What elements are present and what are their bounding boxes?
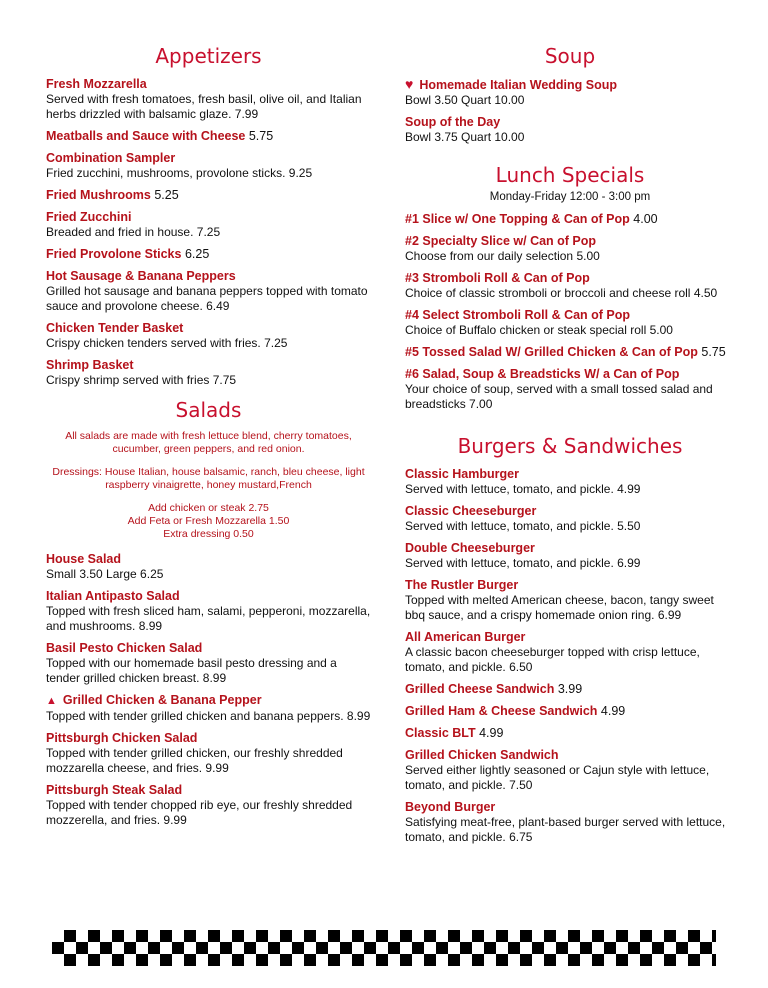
addon-line: Extra dressing 0.50 — [163, 528, 254, 540]
item-price: 5.00 — [649, 323, 673, 337]
item-name: Pittsburgh Steak Salad — [46, 783, 183, 797]
item-name-line — [405, 211, 735, 227]
item-description: Choose from our daily selection — [405, 249, 574, 263]
item-name-line — [46, 640, 371, 656]
item-description: Served with lettuce, tomato, and pickle. — [405, 519, 614, 533]
flame-icon: ▲ — [46, 695, 57, 707]
item-name: Basil Pesto Chicken Salad — [46, 641, 203, 655]
item-name: Beyond Burger — [405, 800, 496, 814]
item-name-line — [46, 268, 371, 284]
item-description: Topped with melted American cheese, bacon, tangy sweet bbq sauce, and a crispy homemade onion ring. — [405, 593, 714, 622]
menu-item — [405, 503, 735, 534]
menu-item — [46, 150, 371, 181]
item-description-line — [405, 93, 735, 108]
item-description-line — [405, 593, 735, 623]
item-name: Fried Zucchini — [46, 210, 132, 224]
item-name: Italian Antipasto Salad — [46, 589, 180, 603]
item-name-line — [46, 128, 371, 144]
item-description-line — [405, 382, 735, 412]
menu-item — [405, 799, 735, 845]
salads-note: All salads are made with fresh lettuce blend, cherry tomatoes, cucumber, green peppers, and red onion. — [65, 430, 352, 455]
item-description: Served with lettuce, tomato, and pickle. — [405, 482, 614, 496]
dressings-note: Dressings: House Italian, house balsamic, ranch, bleu cheese, light raspberry vinaigrette, honey mustard,French — [52, 466, 365, 491]
item-description: Topped with tender grilled chicken and banana peppers. — [46, 709, 344, 723]
item-name-line — [405, 681, 735, 697]
menu-item — [46, 357, 371, 388]
item-price: 8.99 — [202, 671, 227, 685]
item-price: 4.99 — [600, 704, 626, 718]
item-description: Topped with our homemade basil pesto dressing and a tender grilled chicken breast. — [46, 656, 337, 685]
item-price: 5.75 — [248, 129, 274, 143]
item-price: 9.99 — [205, 761, 229, 775]
burgers-heading: Burgers & Sandwiches — [457, 434, 683, 458]
item-name: Classic Cheeseburger — [405, 504, 537, 518]
menu-item — [46, 76, 371, 122]
item-description-line — [405, 815, 735, 845]
item-name-line — [46, 246, 371, 262]
item-description-line — [46, 567, 371, 582]
item-name-line — [405, 503, 735, 519]
item-description: Satisfying meat-free, plant-based burger served with lettuce, tomato, and pickle. — [405, 815, 726, 844]
burgers-list — [405, 466, 735, 845]
item-description-line — [46, 336, 371, 351]
lunch-hours: Monday-Friday 12:00 - 3:00 pm — [489, 191, 651, 203]
item-description-line — [46, 92, 371, 122]
item-price: 5.25 — [154, 188, 179, 202]
item-name-line — [405, 366, 735, 382]
item-name-line — [405, 233, 735, 249]
left-column — [46, 44, 371, 834]
item-price: 4.99 — [479, 726, 504, 740]
item-name: House Salad — [46, 552, 122, 566]
menu-item — [405, 703, 735, 719]
menu-item — [46, 246, 371, 262]
item-description-line — [405, 323, 735, 338]
item-price: 7.25 — [264, 336, 288, 350]
menu-item — [46, 128, 371, 144]
item-description: A classic bacon cheeseburger topped with crisp lettuce, tomato, and pickle. — [405, 645, 700, 674]
menu-item — [405, 577, 735, 623]
menu-item — [405, 466, 735, 497]
item-description-line — [405, 286, 735, 301]
menu-item — [405, 540, 735, 571]
item-description: Served with fresh tomatoes, fresh basil, olive oil, and Italian herbs drizzled with balsamic glaze. — [46, 92, 362, 121]
item-name: #5 Tossed Salad W/ Grilled Chicken & Can of Pop — [405, 345, 698, 359]
menu-item — [405, 366, 735, 412]
item-price: 5.50 — [617, 519, 641, 533]
item-name: Fried Mushrooms — [46, 188, 151, 202]
item-name-line — [405, 307, 735, 323]
item-price: 6.49 — [206, 299, 230, 313]
item-name: Grilled Chicken Sandwich — [405, 748, 559, 762]
item-name-line — [46, 692, 371, 709]
salads-heading: Salads — [175, 398, 242, 422]
item-name-line — [46, 588, 371, 604]
item-name-line — [405, 466, 735, 482]
menu-item — [405, 725, 735, 741]
menu-item — [46, 209, 371, 240]
item-name-line — [46, 782, 371, 798]
soup-heading: Soup — [544, 44, 596, 68]
item-price: 6.25 — [184, 247, 210, 261]
menu-item — [46, 320, 371, 351]
item-description: Topped with tender grilled chicken, our freshly shredded mozzarella cheese, and fries. — [46, 746, 343, 775]
item-price: 3.99 — [557, 682, 583, 696]
item-name-line — [405, 344, 735, 360]
item-price: 8.99 — [138, 619, 163, 633]
item-name: Grilled Chicken & Banana Pepper — [62, 693, 262, 707]
item-name-line — [405, 703, 735, 719]
item-description: Choice of Buffalo chicken or steak special roll — [405, 323, 647, 337]
item-name-line — [405, 270, 735, 286]
item-description-line — [405, 556, 735, 571]
item-name: #1 Slice w/ One Topping & Can of Pop — [405, 212, 630, 226]
menu-item — [405, 233, 735, 264]
item-description: Breaded and fried in house. — [46, 225, 194, 239]
item-description-line — [46, 604, 371, 634]
item-price: 9.25 — [288, 166, 313, 180]
item-price: 5.00 — [576, 249, 600, 263]
item-description: Bowl 3.50 Quart 10.00 — [405, 93, 525, 107]
menu-item — [46, 730, 371, 776]
menu-item — [46, 640, 371, 686]
item-name: Fresh Mozzarella — [46, 77, 147, 91]
item-description: Choice of classic stromboli or broccoli and cheese roll — [405, 286, 691, 300]
item-description-line — [46, 373, 371, 388]
item-name-line — [405, 540, 735, 556]
item-description-line — [46, 225, 371, 240]
item-name-line — [405, 76, 735, 93]
menu-item — [405, 344, 735, 360]
item-name-line — [46, 187, 371, 203]
addon-line: Add Feta or Fresh Mozzarella 1.50 — [127, 515, 290, 527]
item-description-line — [46, 798, 371, 828]
item-name: Classic BLT — [405, 726, 476, 740]
item-description: Crispy chicken tenders served with fries. — [46, 336, 261, 350]
item-name: Combination Sampler — [46, 151, 176, 165]
item-name: #4 Select Stromboli Roll & Can of Pop — [405, 308, 631, 322]
heart-icon: ♥ — [405, 76, 414, 92]
menu-item — [405, 307, 735, 338]
menu-item — [405, 270, 735, 301]
item-description: Fried zucchini, mushrooms, provolone sticks. — [46, 166, 286, 180]
item-name-line — [46, 357, 371, 373]
menu-item — [405, 681, 735, 697]
salad-addons — [52, 502, 365, 541]
item-name-line — [46, 209, 371, 225]
item-name: Grilled Cheese Sandwich — [405, 682, 555, 696]
item-description: Small 3.50 Large 6.25 — [46, 567, 164, 581]
menu-item — [46, 268, 371, 314]
item-description-line — [46, 656, 371, 686]
item-price: 7.99 — [234, 107, 259, 121]
item-name: #6 Salad, Soup & Breadsticks W/ a Can of Pop — [405, 367, 680, 381]
item-name-line — [405, 577, 735, 593]
item-name-line — [46, 76, 371, 92]
appetizers-heading: Appetizers — [155, 44, 262, 68]
appetizers-list — [46, 76, 371, 388]
item-description-line — [46, 284, 371, 314]
item-name: #2 Specialty Slice w/ Can of Pop — [405, 234, 597, 248]
checkered-border — [52, 930, 716, 966]
item-price: 7.00 — [469, 397, 493, 411]
item-description: Topped with tender chopped rib eye, our freshly shredded mozzerella, and fries. — [46, 798, 353, 827]
item-price: 4.50 — [693, 286, 718, 300]
menu-item — [405, 76, 735, 108]
item-name: Meatballs and Sauce with Cheese — [46, 129, 246, 143]
addon-line: Add chicken or steak 2.75 — [148, 502, 269, 514]
menu-item — [46, 692, 371, 724]
item-name-line — [46, 551, 371, 567]
item-name-line — [405, 725, 735, 741]
item-price: 7.25 — [196, 225, 221, 239]
item-description-line — [46, 166, 371, 181]
item-description-line — [405, 645, 735, 675]
item-name-line — [46, 150, 371, 166]
item-price: 4.00 — [633, 212, 658, 226]
menu-item — [46, 551, 371, 582]
menu-item — [405, 747, 735, 793]
lunch-heading: Lunch Specials — [495, 163, 645, 187]
item-description: Bowl 3.75 Quart 10.00 — [405, 130, 525, 144]
item-price: 8.99 — [346, 709, 371, 723]
menu-item — [405, 629, 735, 675]
item-name: Fried Provolone Sticks — [46, 247, 182, 261]
item-name: #3 Stromboli Roll & Can of Pop — [405, 271, 590, 285]
soup-list — [405, 76, 735, 145]
item-name: Soup of the Day — [405, 115, 501, 129]
item-name-line — [405, 747, 735, 763]
item-description: Crispy shrimp served with fries — [46, 373, 210, 387]
item-description: Served with lettuce, tomato, and pickle. — [405, 556, 614, 570]
item-name: Double Cheeseburger — [405, 541, 535, 555]
item-name-line — [405, 799, 735, 815]
item-price: 6.99 — [657, 608, 682, 622]
item-description-line — [46, 709, 371, 724]
menu-item — [405, 114, 735, 145]
item-price: 7.50 — [509, 778, 533, 792]
item-description-line — [405, 130, 735, 145]
item-name: Chicken Tender Basket — [46, 321, 184, 335]
item-name-line — [46, 730, 371, 746]
item-description-line — [405, 249, 735, 264]
menu-item — [46, 782, 371, 828]
item-description: Served either lightly seasoned or Cajun style with lettuce, tomato, and pickle. — [405, 763, 710, 792]
menu-item — [46, 187, 371, 203]
item-name-line — [405, 114, 735, 130]
item-name: Classic Hamburger — [405, 467, 519, 481]
item-price: 6.50 — [509, 660, 533, 674]
item-description: Your choice of soup, served with a small tossed salad and breadsticks — [405, 382, 713, 411]
item-description: Topped with fresh sliced ham, salami, pepperoni, mozzarella, and mushrooms. — [46, 604, 371, 633]
item-price: 5.75 — [701, 345, 726, 359]
right-column — [405, 44, 735, 851]
item-price: 6.99 — [617, 556, 641, 570]
item-price: 4.99 — [617, 482, 641, 496]
menu-item — [405, 211, 735, 227]
item-name: Pittsburgh Chicken Salad — [46, 731, 198, 745]
item-name: Shrimp Basket — [46, 358, 134, 372]
item-description: Grilled hot sausage and banana peppers topped with tomato sauce and provolone cheese. — [46, 284, 368, 313]
item-name: Grilled Ham & Cheese Sandwich — [405, 704, 598, 718]
item-name: Homemade Italian Wedding Soup — [419, 78, 618, 92]
item-name-line — [46, 320, 371, 336]
item-description-line — [46, 746, 371, 776]
item-name: Hot Sausage & Banana Peppers — [46, 269, 236, 283]
item-description-line — [405, 482, 735, 497]
item-price: 9.99 — [163, 813, 187, 827]
item-price: 6.75 — [509, 830, 533, 844]
item-description-line — [405, 519, 735, 534]
item-description-line — [405, 763, 735, 793]
lunch-list — [405, 211, 735, 412]
item-name: The Rustler Burger — [405, 578, 519, 592]
item-name-line — [405, 629, 735, 645]
menu-item — [46, 588, 371, 634]
item-price: 7.75 — [212, 373, 237, 387]
salads-list — [46, 551, 371, 828]
item-name: All American Burger — [405, 630, 526, 644]
